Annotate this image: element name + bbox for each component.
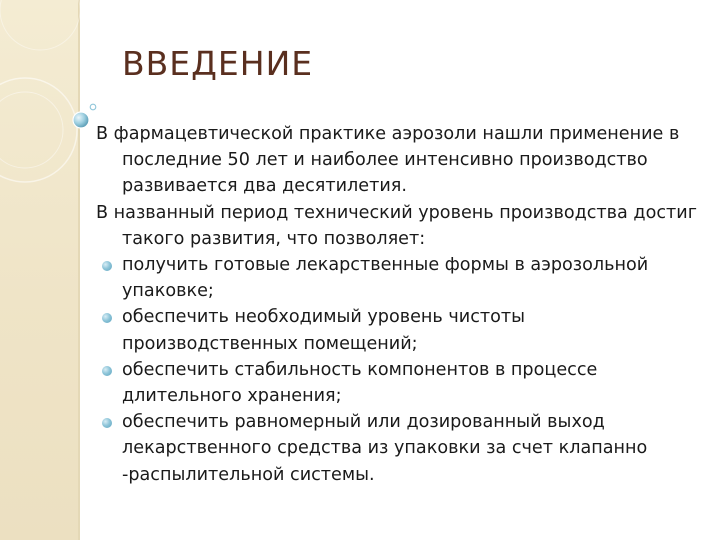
bullet-icon — [102, 313, 112, 323]
bullet-icon — [102, 261, 112, 271]
intro-paragraph: В фармацевтической практике аэрозоли нашли применение в последние 50 лет и наиболее интенсивно производство развивается два десятилетия. — [96, 124, 680, 197]
intro-paragraph: В названный период технический уровень производства достиг такого развития, что позволяет: — [96, 202, 697, 249]
bullet-text: получить готовые лекарственные формы в аэрозольной упаковке; — [122, 255, 649, 302]
bullet-text: обеспечить необходимый уровень чистоты производственных помещений; — [122, 307, 526, 354]
bullet-icon — [102, 366, 112, 376]
slide-title: ВВЕДЕНИЕ — [122, 44, 314, 83]
bullet-item — [96, 409, 702, 488]
side-panel-edge — [78, 0, 80, 540]
bullet-text: обеспечить стабильность компонентов в процессе длительного хранения; — [122, 359, 598, 407]
bullet-icon — [102, 418, 112, 428]
decorative-side-panel — [0, 0, 80, 540]
decor-small-ring — [90, 104, 96, 110]
bullet-item — [96, 304, 702, 356]
bullet-text: обеспечить равномерный или дозированный выход лекарственного средства из упаковки за счет клапанно -распылительной системы. — [122, 412, 648, 485]
bullet-item — [96, 357, 702, 409]
bullet-item — [96, 252, 702, 304]
slide-body — [96, 121, 702, 488]
bullet-list — [96, 252, 702, 488]
